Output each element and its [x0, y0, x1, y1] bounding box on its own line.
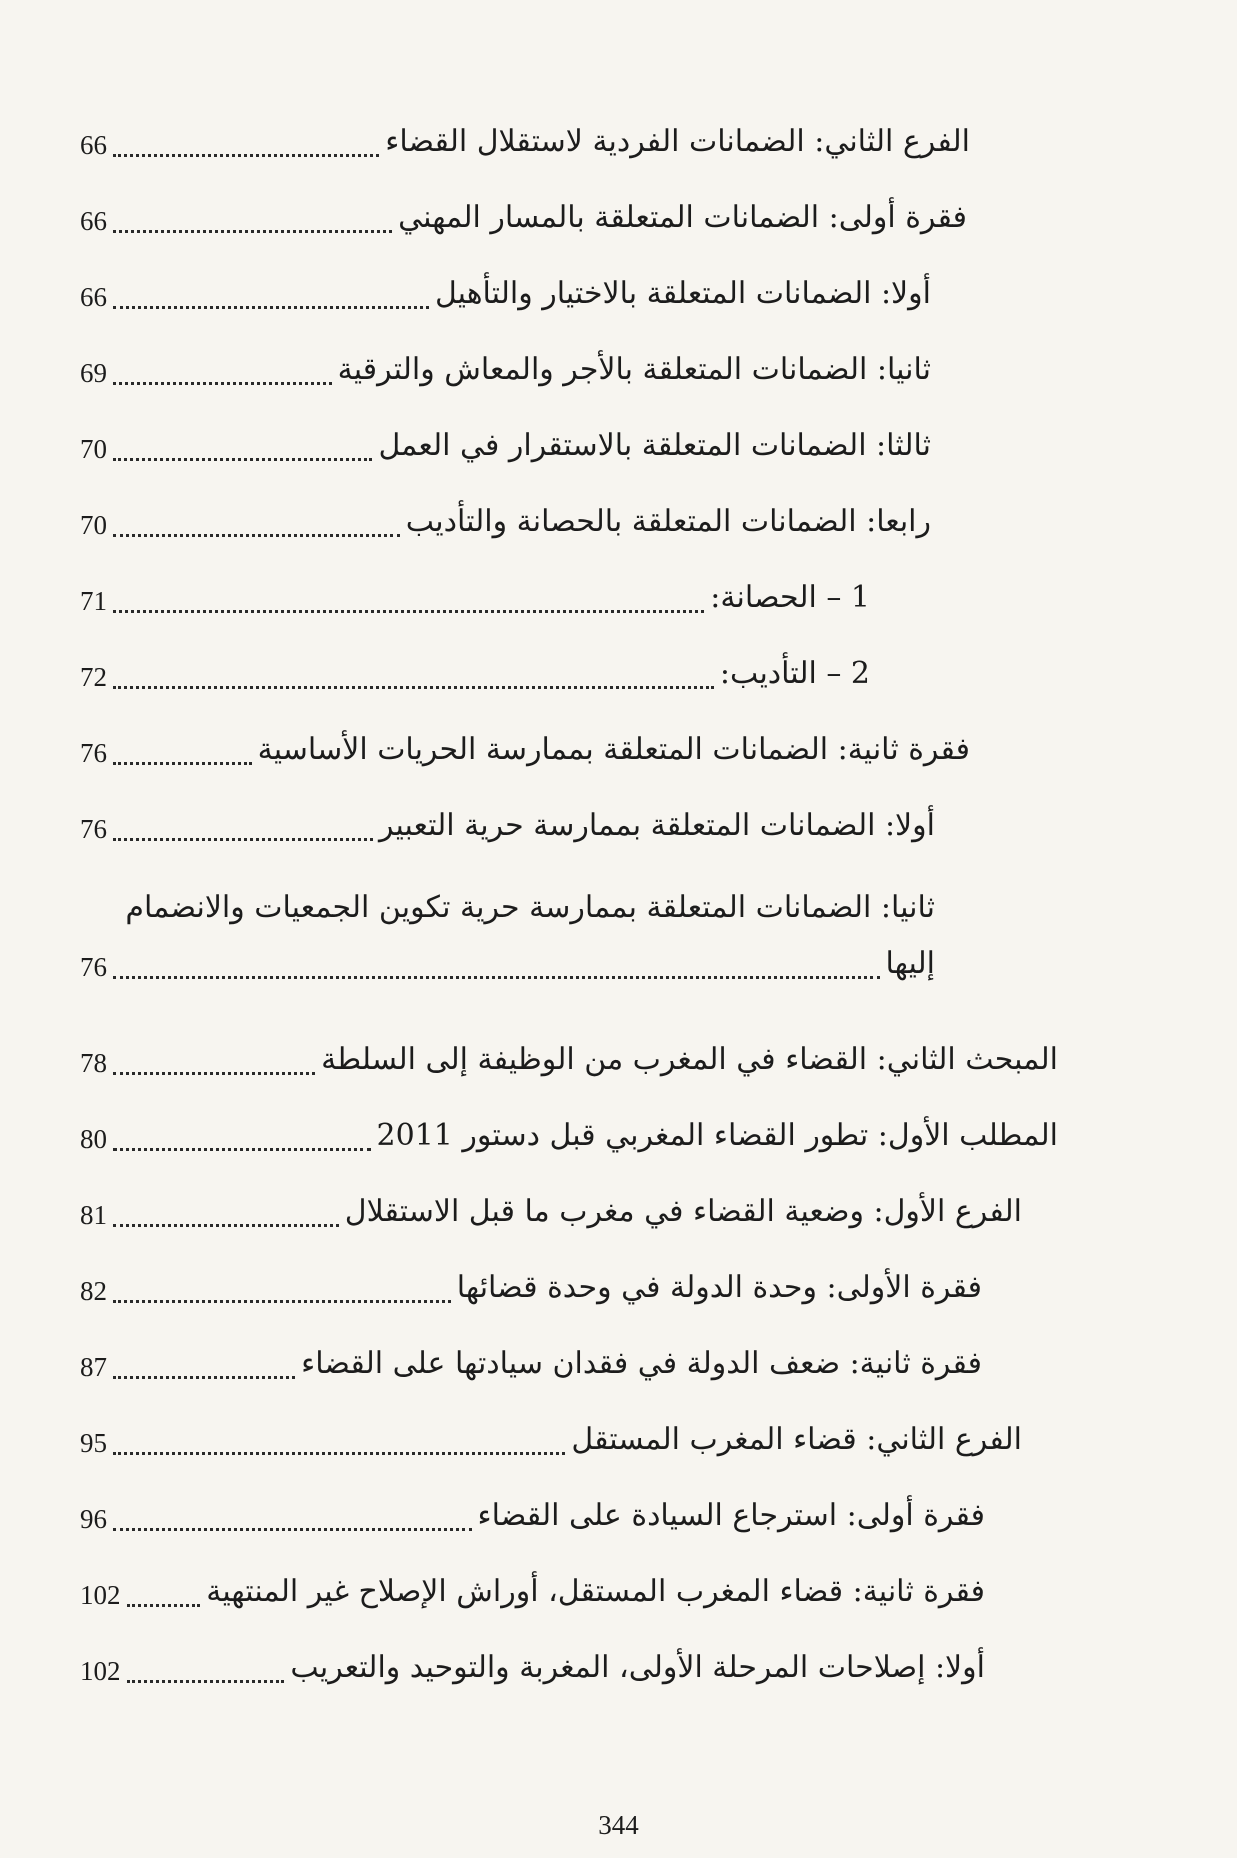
toc-entry-title: فقرة أولى: الضمانات المتعلقة بالمسار المهني: [398, 200, 967, 235]
toc-entry: [80, 404, 931, 474]
toc-entry: [80, 1170, 1022, 1240]
dot-leader: [113, 1376, 295, 1379]
toc-entry-title: فقرة ثانية: ضعف الدولة في فقدان سيادتها على القضاء: [301, 1346, 982, 1381]
toc-entry-page: 102: [80, 1656, 121, 1686]
toc-entry-title: فقرة ثانية: قضاء المغرب المستقل، أوراش الإصلاح غير المنتهية: [206, 1574, 985, 1609]
toc-entry: [80, 1474, 985, 1544]
toc-entry-page: 76: [80, 814, 107, 844]
dot-leader: [113, 382, 332, 385]
dot-leader: [113, 458, 372, 461]
dot-leader: [113, 838, 373, 841]
dot-leader: [113, 762, 252, 765]
page-number: 344: [598, 1810, 639, 1840]
toc-entry-title: المطلب الأول: تطور القضاء المغربي قبل دستور 2011: [376, 1118, 1058, 1153]
toc-entry-page: 71: [80, 586, 107, 616]
toc-entry: [80, 784, 935, 854]
toc-entry-page: 87: [80, 1352, 107, 1382]
toc-entry: [80, 1018, 1058, 1088]
toc-entry-title: ثانيا: الضمانات المتعلقة بممارسة حرية تكوين الجمعيات والانضمام: [125, 890, 935, 925]
toc-entry: [80, 708, 970, 778]
toc-entry-title: فقرة أولى: استرجاع السيادة على القضاء: [477, 1498, 985, 1533]
toc-entry-title: ثالثا: الضمانات المتعلقة بالاستقرار في العمل: [378, 428, 931, 463]
toc-entry-title: الفرع الثاني: الضمانات الفردية لاستقلال القضاء: [385, 124, 970, 159]
dot-leader: [127, 1604, 201, 1607]
toc-entry-page: 72: [80, 662, 107, 692]
toc-entry-page: 76: [80, 738, 107, 768]
toc-entry-title: 2 – التأديب:: [719, 656, 870, 691]
toc-entry-title: فقرة ثانية: الضمانات المتعلقة بممارسة الحريات الأساسية: [257, 732, 970, 767]
toc-entry-title: الفرع الثاني: قضاء المغرب المستقل: [571, 1422, 1022, 1457]
toc-entry-page: 80: [80, 1124, 107, 1154]
toc-entry: [80, 1246, 982, 1316]
dot-leader: [127, 1680, 285, 1683]
dot-leader: [113, 1224, 339, 1227]
toc-entry-title-continued: إليها: [885, 946, 935, 981]
dot-leader: [113, 686, 714, 689]
toc-entry: [80, 884, 935, 992]
dot-leader: [113, 610, 704, 613]
dot-leader: [113, 1528, 472, 1531]
toc-entry: [80, 176, 967, 246]
toc-entry-title: رابعا: الضمانات المتعلقة بالحصانة والتأديب: [405, 504, 931, 539]
dot-leader: [113, 1148, 371, 1151]
toc-entry-page: 66: [80, 282, 107, 312]
toc-entry-page: 96: [80, 1504, 107, 1534]
toc-entry-page: 81: [80, 1200, 107, 1230]
dot-leader: [113, 154, 379, 157]
dot-leader: [113, 976, 880, 979]
toc-entry-page: 95: [80, 1428, 107, 1458]
dot-leader: [113, 1452, 565, 1455]
toc-entry-title: أولا: إصلاحات المرحلة الأولى، المغربة والتوحيد والتعريب: [290, 1650, 985, 1685]
toc-entry: [80, 632, 870, 702]
toc-entry-page: 76: [80, 952, 107, 982]
dot-leader: [113, 534, 400, 537]
dot-leader: [113, 1072, 315, 1075]
toc-entry-title: أولا: الضمانات المتعلقة بالاختيار والتأهيل: [434, 276, 931, 311]
toc-entry: [80, 1322, 982, 1392]
toc-entry-title: ثانيا: الضمانات المتعلقة بالأجر والمعاش والترقية: [337, 352, 931, 387]
toc-entry: [80, 100, 970, 170]
toc-entry: [80, 1094, 1058, 1164]
toc-entry: [80, 1398, 1022, 1468]
toc-entry-title: المبحث الثاني: القضاء في المغرب من الوظيفة إلى السلطة: [321, 1042, 1058, 1077]
toc-entry: [80, 1626, 985, 1696]
toc-entry-page: 70: [80, 510, 107, 540]
toc-entry-page: 69: [80, 358, 107, 388]
toc-entry-page: 70: [80, 434, 107, 464]
toc-entry: [80, 556, 870, 626]
toc-entry-title: أولا: الضمانات المتعلقة بممارسة حرية التعبير: [378, 808, 935, 843]
dot-leader: [113, 1300, 451, 1303]
toc-entry-title: فقرة الأولى: وحدة الدولة في وحدة قضائها: [456, 1270, 982, 1305]
toc-entry-title: الفرع الأول: وضعية القضاء في مغرب ما قبل الاستقلال: [344, 1194, 1022, 1229]
toc-entry-page: 66: [80, 130, 107, 160]
toc-entry-title: 1 – الحصانة:: [710, 580, 870, 615]
toc-entry: [80, 252, 931, 322]
dot-leader: [113, 230, 392, 233]
toc-entry: [80, 328, 931, 398]
toc-entry-page: 102: [80, 1580, 121, 1610]
toc-entry-page: 82: [80, 1276, 107, 1306]
toc-entry-page: 66: [80, 206, 107, 236]
dot-leader: [113, 306, 429, 309]
toc-entry: [80, 480, 931, 550]
toc-entry-page: 78: [80, 1048, 107, 1078]
toc-entry: [80, 1550, 985, 1620]
